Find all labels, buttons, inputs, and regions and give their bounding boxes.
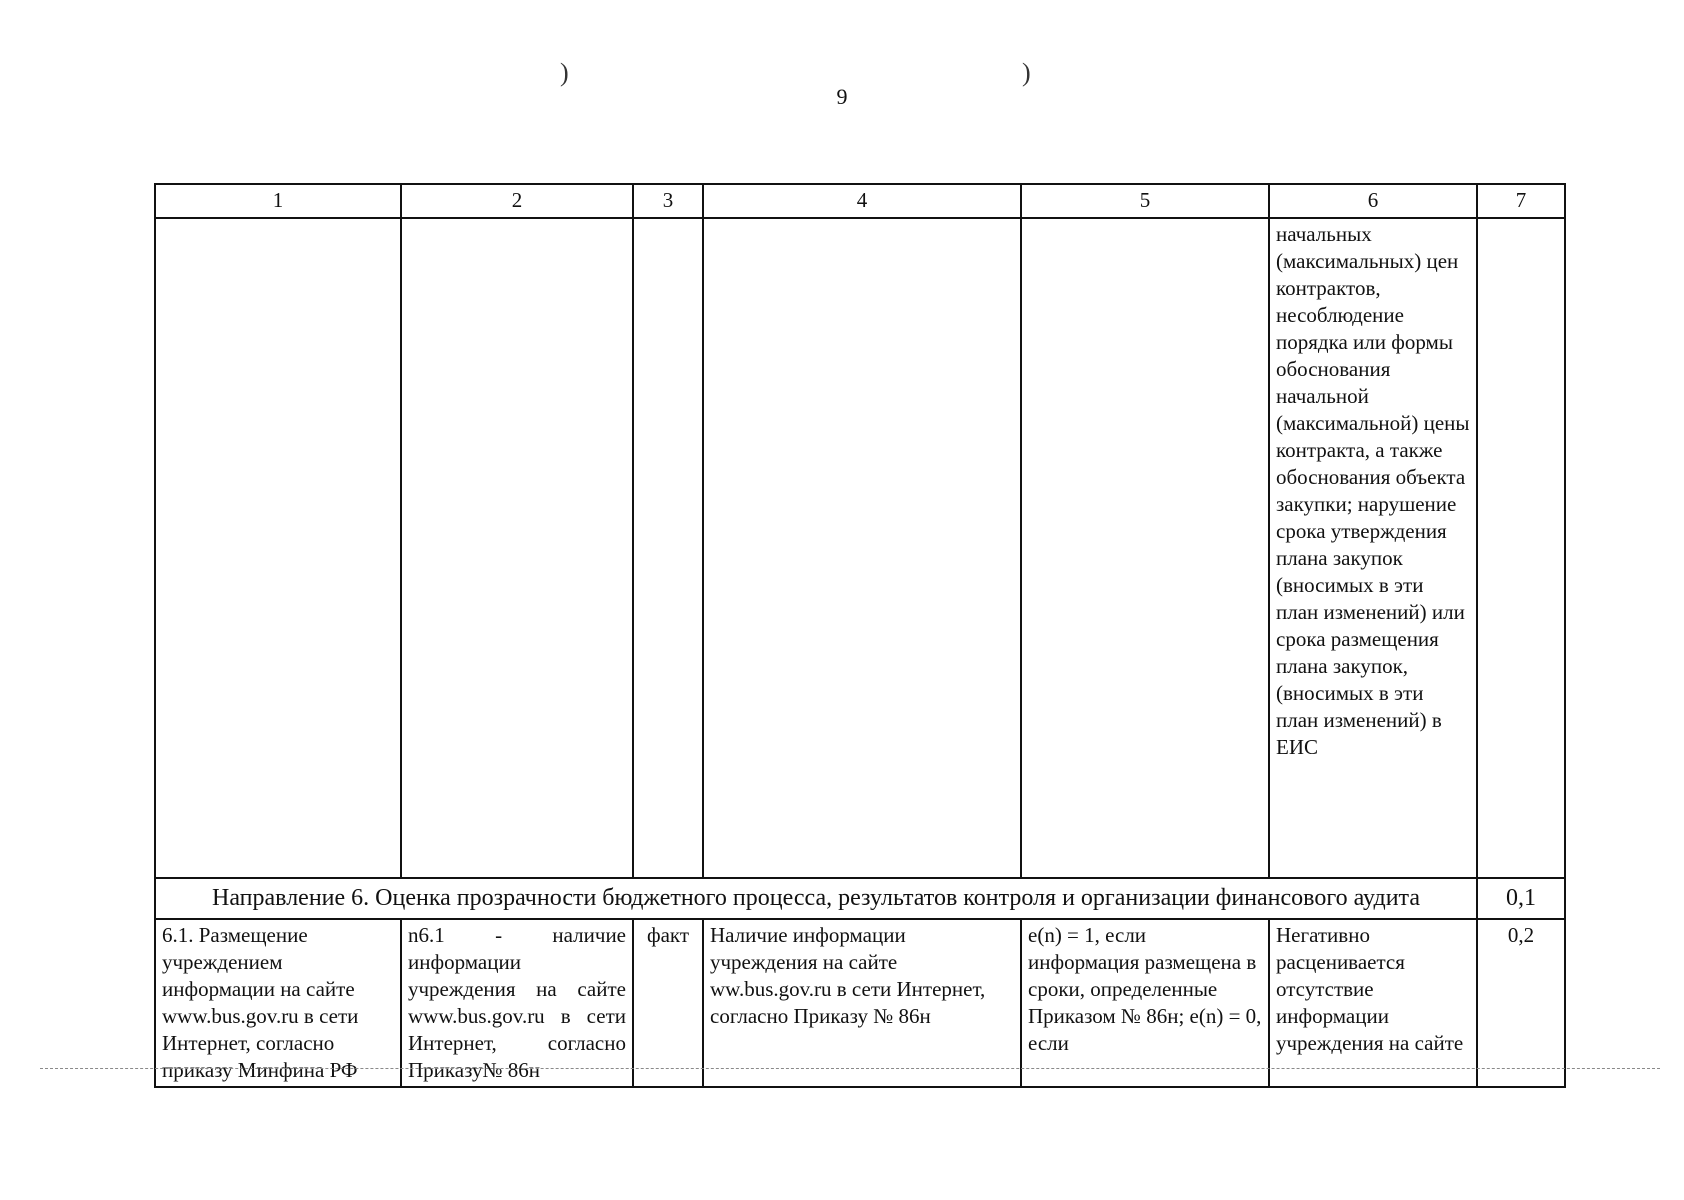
column-number-1: 1: [155, 184, 401, 218]
section-row: [155, 878, 1565, 919]
continuation-cell-7: [1477, 218, 1565, 878]
section-title: Направление 6. Оценка прозрачности бюджетного процесса, результатов контроля и организации финансового аудита: [155, 878, 1477, 919]
criteria-table: [154, 183, 1566, 1088]
assessment-cell: Негативно расценивается отсутствие информации учреждения на сайте: [1269, 919, 1477, 1087]
weight-cell: 0,2: [1477, 919, 1565, 1087]
criterion-name-cell: 6.1. Размещение учреждением информации на сайте www.bus.gov.ru в сети Интернет, согласно приказу Минфина РФ: [155, 919, 401, 1087]
column-number-6: 6: [1269, 184, 1477, 218]
description-cell: Наличие информации учреждения на сайте ww.bus.gov.ru в сети Интернет, согласно Приказу № 86н: [703, 919, 1021, 1087]
continuation-cell-3: [633, 218, 703, 878]
column-number-row: [155, 184, 1565, 218]
page-number: 9: [836, 84, 848, 109]
column-number-2: 2: [401, 184, 633, 218]
scan-fold-line: [40, 1068, 1660, 1069]
column-number-3: 3: [633, 184, 703, 218]
continuation-cell-1: [155, 218, 401, 878]
unit-cell: факт: [633, 919, 703, 1087]
column-number-5: 5: [1021, 184, 1269, 218]
column-number-4: 4: [703, 184, 1021, 218]
continuation-cell-6: начальных (максимальных) цен контрактов, несоблюдение порядка или формы обоснования начальной (максимальной) цены контракта, а также обоснования объекта закупки; нарушение срока утверждения плана закупок (вносимых в эти план изменений) или срока размещения плана закупок, (вносимых в эти план изменений) в ЕИС: [1269, 218, 1477, 878]
continuation-row: [155, 218, 1565, 878]
indicator-cell: n6.1 - наличие информации учреждения на сайте www.bus.gov.ru в сети Интернет, согласно Приказу№ 86н: [401, 919, 633, 1087]
table-row: [155, 919, 1565, 1087]
column-number-7: 7: [1477, 184, 1565, 218]
evaluation-cell: e(n) = 1, если информация размещена в сроки, определенные Приказом № 86н; e(n) = 0, если: [1021, 919, 1269, 1087]
scan-mark-right: ): [1022, 58, 1031, 87]
section-weight: 0,1: [1477, 878, 1565, 919]
scan-mark-left: ): [560, 58, 569, 87]
continuation-cell-4: [703, 218, 1021, 878]
continuation-cell-5: [1021, 218, 1269, 878]
continuation-cell-2: [401, 218, 633, 878]
